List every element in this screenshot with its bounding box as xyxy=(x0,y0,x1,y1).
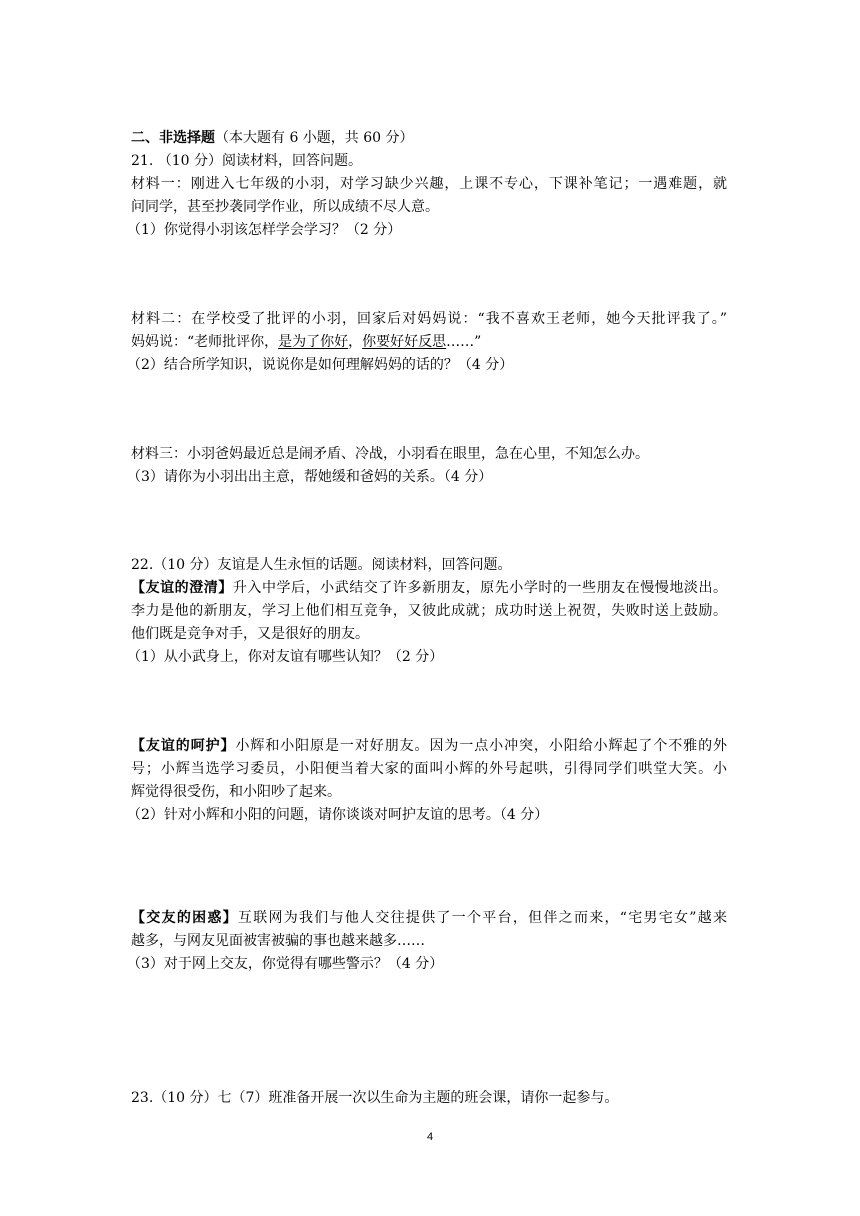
section-heading-title: 二、非选择题 xyxy=(131,130,215,146)
q21-sub2: （2）结合所学知识，说说你是如何理解妈妈的话的？（4 分） xyxy=(127,357,514,373)
q22-part3-text1: 互联网为我们与他人交往提供了一个平台，但伴之而来，“宅男宅女”越来 xyxy=(237,910,727,926)
q21-material2-underline-1: 是为了你好 xyxy=(278,334,349,350)
q22-part1-line2: 李力是他的新朋友，学习上他们相互竞争，又彼此成就；成功时送上祝贺，失败时送上鼓励。 xyxy=(131,603,727,619)
q22-part1-title: 【友谊的澄清】 xyxy=(131,580,233,596)
q22-part1-line1 xyxy=(131,579,727,597)
q22-part1-line3: 他们既是竞争对手，又是很好的朋友。 xyxy=(131,626,369,642)
q22-part2-line2: 号；小辉当选学习委员，小阳便当着大家的面叫小辉的外号起哄，引得同学们哄堂大笑。小 xyxy=(131,761,727,777)
q22-sub1: （1）从小武身上，你对友谊有哪些认知？（2 分） xyxy=(127,649,444,665)
section-heading-note: （本大题有 6 小题，共 60 分） xyxy=(215,130,414,146)
q22-part2-line1 xyxy=(131,737,727,755)
q21-material3: 材料三：小羽爸妈最近总是闹矛盾、冷战，小羽看在眼里，急在心里，不知怎么办。 xyxy=(131,446,649,462)
q21-header: 21. （10 分）阅读材料，回答问题。 xyxy=(131,153,362,169)
q21-material1-line1: 材料一：刚进入七年级的小羽，对学习缺少兴趣，上课不专心，下课补笔记；一遇难题，就 xyxy=(131,176,727,192)
q21-material2-line2-prefix: 妈妈说：“老师批评你， xyxy=(131,334,279,350)
q21-material2-line2-sep: ， xyxy=(348,334,363,350)
q22-part2-line3: 辉觉得很受伤，和小阳吵了起来。 xyxy=(131,784,341,800)
section-heading xyxy=(131,129,414,147)
q22-part3-line2: 越多，与网友见面被害被骗的事也越来越多…… xyxy=(131,933,425,949)
q21-material2-underline-2: 你要好好反思 xyxy=(362,334,447,350)
q21-material2-line2-suffix: ……” xyxy=(446,334,482,350)
q22-part1-text1: 升入中学后，小武结交了许多新朋友，原先小学时的一些朋友在慢慢地淡出。 xyxy=(232,580,728,596)
q21-material2-line2 xyxy=(131,333,481,351)
q22-part2-title: 【友谊的呵护】 xyxy=(131,738,236,754)
q22-part3-title: 【交友的困惑】 xyxy=(131,910,238,926)
q21-sub3: （3）请你为小羽出出主意，帮她缓和爸妈的关系。（4 分） xyxy=(127,469,493,485)
q23-header: 23.（10 分）七（7）班准备开展一次以生命为主题的班会课，请你一起参与。 xyxy=(131,1090,619,1106)
q21-material1-line2: 问同学，甚至抄袭同学作业，所以成绩不尽人意。 xyxy=(131,199,439,215)
page-number: 4 xyxy=(426,1131,434,1143)
q21-material2-line1: 材料二：在学校受了批评的小羽，回家后对妈妈说：“我不喜欢王老师，她今天批评我了。” xyxy=(131,311,727,327)
q21-sub1: （1）你觉得小羽该怎样学会学习？（2 分） xyxy=(127,222,402,238)
q22-part3-line1 xyxy=(131,909,727,927)
q22-sub2: （2）针对小辉和小阳的问题，请你谈谈对呵护友谊的思考。（4 分） xyxy=(127,807,549,823)
q22-part2-text1: 小辉和小阳原是一对好朋友。因为一点小冲突，小阳给小辉起了个不雅的外 xyxy=(235,738,728,754)
q22-sub3: （3）对于网上交友，你觉得有哪些警示？（4 分） xyxy=(127,956,444,972)
q22-header: 22.（10 分）友谊是人生永恒的话题。阅读材料，回答问题。 xyxy=(131,557,512,573)
